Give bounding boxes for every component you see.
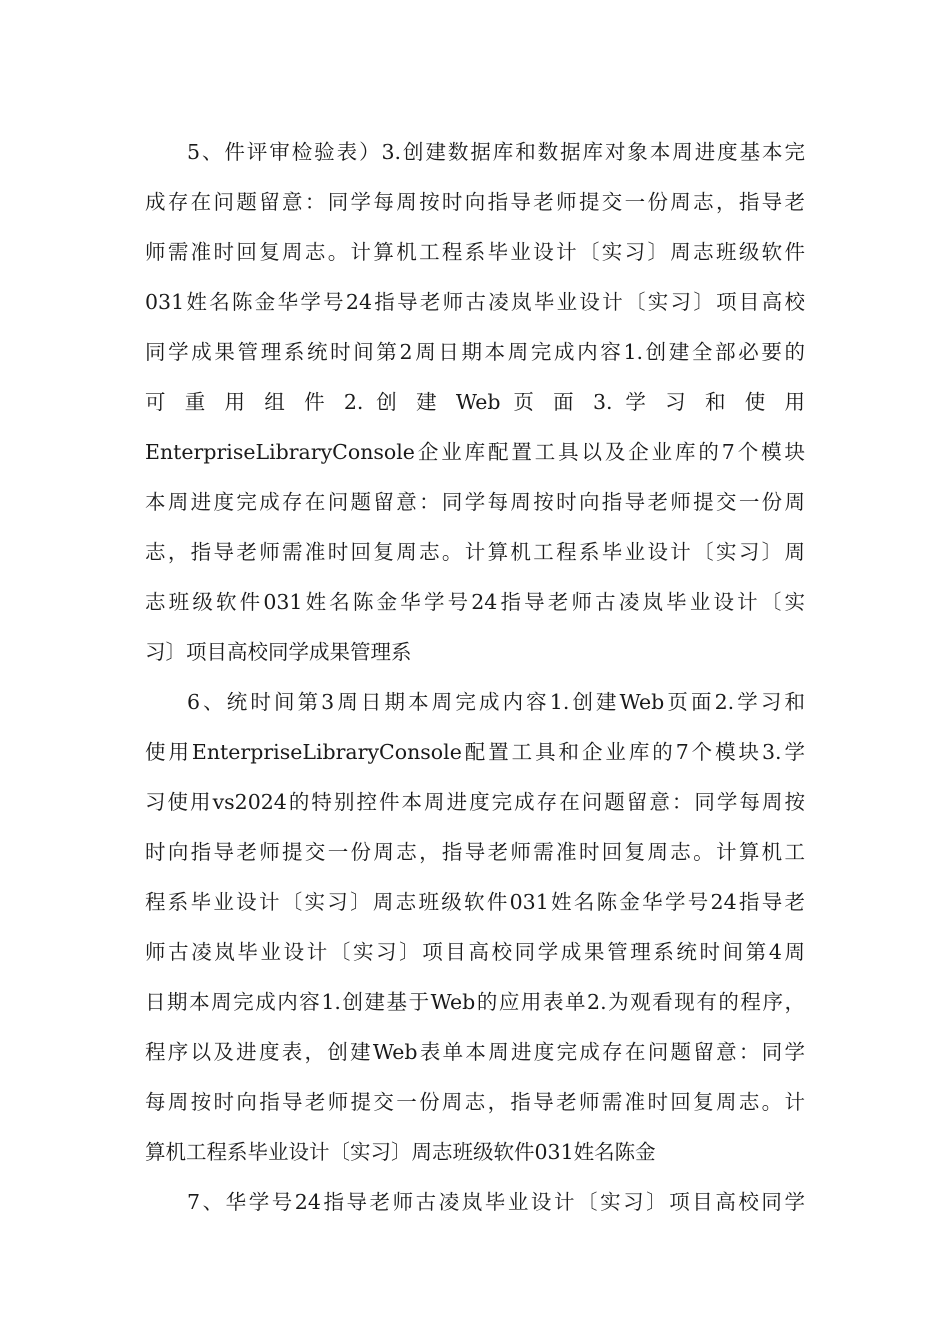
text-line: 师需准时回复周志。计算机工程系毕业设计〔实习〕周志班级软件 bbox=[145, 240, 805, 264]
text-line: 5、件评审检验表）3.创建数据库和数据库对象本周进度基本完 bbox=[187, 140, 805, 164]
text-line: 程序以及进度表，创建Web表单本周进度完成存在问题留意：同学 bbox=[145, 1040, 805, 1064]
text-line: 7、华学号24指导老师古凌岚毕业设计〔实习〕项目高校同学 bbox=[187, 1190, 805, 1214]
text-line: 031姓名陈金华学号24指导老师古凌岚毕业设计〔实习〕项目高校 bbox=[145, 290, 805, 314]
text-line: EnterpriseLibraryConsole企业库配置工具以及企业库的7个模块 bbox=[145, 440, 805, 464]
text-line: 日期本周完成内容1.创建基于Web的应用表单2.为观看现有的程序， bbox=[145, 990, 805, 1014]
text-line: 志，指导老师需准时回复周志。计算机工程系毕业设计〔实习〕周 bbox=[145, 540, 805, 564]
text-line: 可 重 用 组 件 2. 创 建 Web 页 面 3. 学 习 和 使 用 bbox=[145, 390, 805, 414]
text-line: 每周按时向指导老师提交一份周志，指导老师需准时回复周志。计 bbox=[145, 1090, 805, 1114]
text-line: 志班级软件031姓名陈金华学号24指导老师古凌岚毕业设计〔实 bbox=[145, 590, 805, 614]
text-line: 习〕项目高校同学成果管理系 bbox=[145, 640, 412, 664]
text-line: 本周进度完成存在问题留意：同学每周按时向指导老师提交一份周 bbox=[145, 490, 805, 514]
text-line: 同学成果管理系统时间第2周日期本周完成内容1.创建全部必要的 bbox=[145, 340, 805, 364]
text-line: 成存在问题留意：同学每周按时向指导老师提交一份周志，指导老 bbox=[145, 190, 805, 214]
text-line: 使用EnterpriseLibraryConsole配置工具和企业库的7个模块3.学 bbox=[145, 740, 805, 764]
text-line: 6、统时间第3周日期本周完成内容1.创建Web页面2.学习和 bbox=[187, 690, 805, 714]
text-line: 时向指导老师提交一份周志，指导老师需准时回复周志。计算机工 bbox=[145, 840, 805, 864]
text-line: 习使用vs2024的特别控件本周进度完成存在问题留意：同学每周按 bbox=[145, 790, 805, 814]
text-line: 程系毕业设计〔实习〕周志班级软件031姓名陈金华学号24指导老 bbox=[145, 890, 805, 914]
text-line: 算机工程系毕业设计〔实习〕周志班级软件031姓名陈金 bbox=[145, 1140, 656, 1164]
text-line: 师古凌岚毕业设计〔实习〕项目高校同学成果管理系统时间第4周 bbox=[145, 940, 805, 964]
